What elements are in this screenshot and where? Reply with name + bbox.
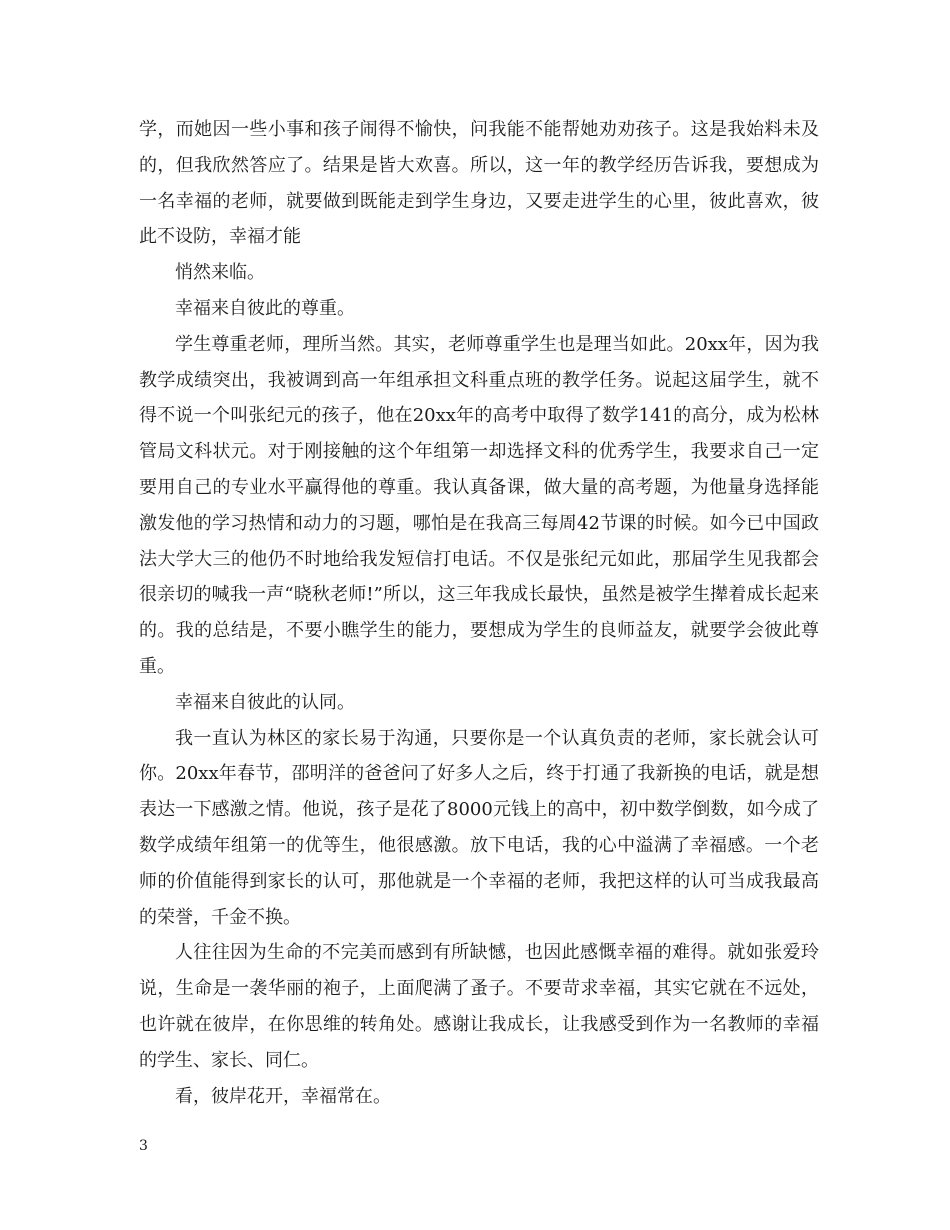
section-heading: 幸福来自彼此的尊重。 [175, 297, 355, 319]
page-number: 3 [139, 1138, 148, 1154]
paragraph: 学生尊重老师，理所当然。其实，老师尊重学生也是理当如此。20xx年，因为我教学成绩突出，我被调到高一年组承担文科重点班的教学任务。说起这届学生，就不得不说一个叫张纪元的孩子，他在20xx年的高考中取得了数学141的高分，成为松林管局文科状元。对于刚接触的这个年组第一却选择文科的优秀学生，我要求自己一定要用自己的专业水平赢得他的尊重。我认真备课，做大量的高考题，为他量身选择能激发他的学习热情和动力的习题，哪怕是在我高三每周42节课的时候。如今已中国政法大学大三的他仍不时地给我发短信打电话。不仅是张纪元如此，那届学生见我都会很亲切的喊我一声“晓秋老师!”所以，这三年我成长最快，虽然是被学生撵着成长起来的。我的总结是，不要小瞧学生的能力，要想成为学生的良师益友，就要学会彼此尊重。 [139, 333, 819, 677]
paragraph: 悄然来临。 [175, 262, 265, 284]
paragraph: 学，而她因一些小事和孩子闹得不愉快，问我能不能帮她劝劝孩子。这是我始料未及的，但我欣然答应了。结果是皆大欢喜。所以，这一年的教学经历告诉我，要想成为一名幸福的老师，就要做到既能走到学生身边，又要走进学生的心里，彼此喜欢，彼此不设防，幸福才能 [139, 119, 819, 248]
paragraph: 我一直认为林区的家长易于沟通，只要你是一个认真负责的老师，家长就会认可你。20xx年春节，邵明洋的爸爸问了好多人之后，终于打通了我新换的电话，就是想表达一下感激之情。他说，孩子是花了8000元钱上的高中，初中数学倒数，如今成了数学成绩年组第一的优等生，他很感激。放下电话，我的心中溢满了幸福感。一个老师的价值能得到家长的认可，那他就是一个幸福的老师，我把这样的认可当成我最高的荣誉，千金不换。 [139, 727, 819, 928]
closing-line: 看，彼岸花开，幸福常在。 [175, 1085, 391, 1107]
section-heading: 幸福来自彼此的认同。 [175, 691, 355, 713]
paragraph: 人往往因为生命的不完美而感到有所缺憾，也因此感慨幸福的难得。就如张爱玲说，生命是一袭华丽的袍子，上面爬满了蚤子。不要苛求幸福，其实它就在不远处，也许就在彼岸，在你思维的转角处。感谢让我成长，让我感受到作为一名教师的幸福的学生、家长、同仁。 [139, 942, 819, 1071]
document-body [139, 112, 819, 1114]
